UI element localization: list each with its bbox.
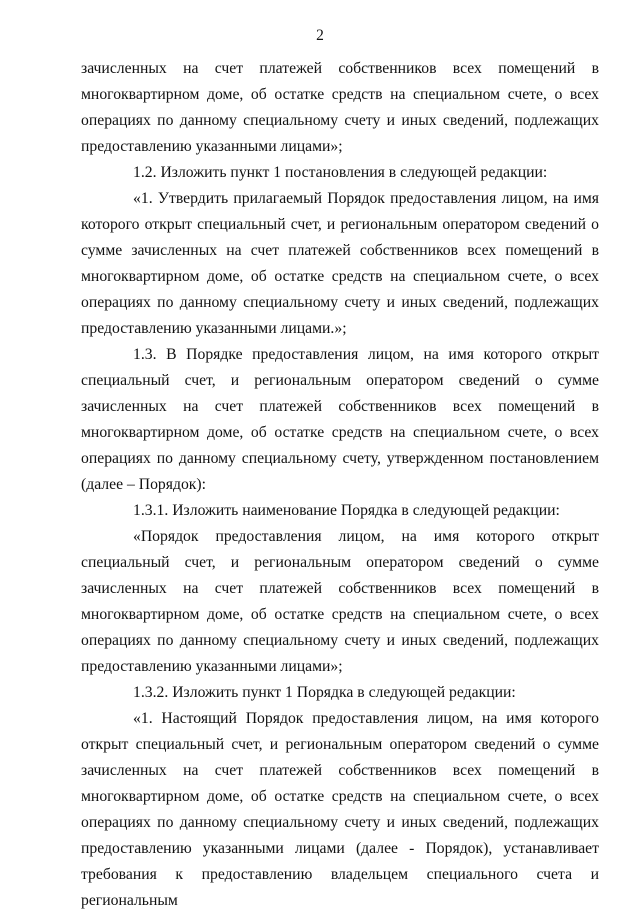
- paragraph-quote-title: «Порядок предоставления лицом, на имя которого открыт специальный счет, и региональным оператором сведений о сумме зачисленных на счет платежей собственников всех помещений в многоквартирном доме, об остатке средств на специальном счете, о всех операциях по данному специальному счету и иных сведений, подлежащих предоставлению указанными лицами»;: [81, 528, 599, 675]
- page-number: 2: [316, 27, 324, 44]
- paragraph-quote-1: «1. Утвердить прилагаемый Порядок предоставления лицом, на имя которого открыт специальный счет, и региональным оператором сведений о сумме зачисленных на счет платежей собственников всех помещений в многоквартирном доме, об остатке средств на специальном счете, о всех операциях по данному специальному счету и иных сведений, подлежащих предоставлению указанными лицами.»;: [81, 190, 599, 337]
- document-body: [81, 56, 599, 914]
- paragraph-1-3: 1.3. В Порядке предоставления лицом, на имя которого открыт специальный счет, и региональным оператором сведений о сумме зачисленных на счет платежей собственников всех помещений в многоквартирном доме, об остатке средств на специальном счете, о всех операциях по данному специальному счету, утвержденном постановлением (далее – Порядок):: [81, 346, 599, 493]
- paragraph-1-2: 1.2. Изложить пункт 1 постановления в следующей редакции:: [133, 164, 548, 181]
- paragraph-continuation: зачисленных на счет платежей собственников всех помещений в многоквартирном доме, об остатке средств на специальном счете, о всех операциях по данному специальному счету и иных сведений, подлежащих предоставлению указанными лицами»;: [81, 60, 599, 155]
- paragraph-quote-2: «1. Настоящий Порядок предоставления лицом, на имя которого открыт специальный счет, и региональным оператором сведений о сумме зачисленных на счет платежей собственников всех помещений в многоквартирном доме, об остатке средств на специальном счете, о всех операциях по данному специальному счету и иных сведений, подлежащих предоставлению указанными лицами (далее - Порядок), устанавливает требования к предоставлению владельцем специального счета и региональным: [81, 710, 599, 909]
- paragraph-1-3-1: 1.3.1. Изложить наименование Порядка в следующей редакции:: [133, 502, 560, 519]
- paragraph-1-3-2: 1.3.2. Изложить пункт 1 Порядка в следующей редакции:: [133, 684, 516, 701]
